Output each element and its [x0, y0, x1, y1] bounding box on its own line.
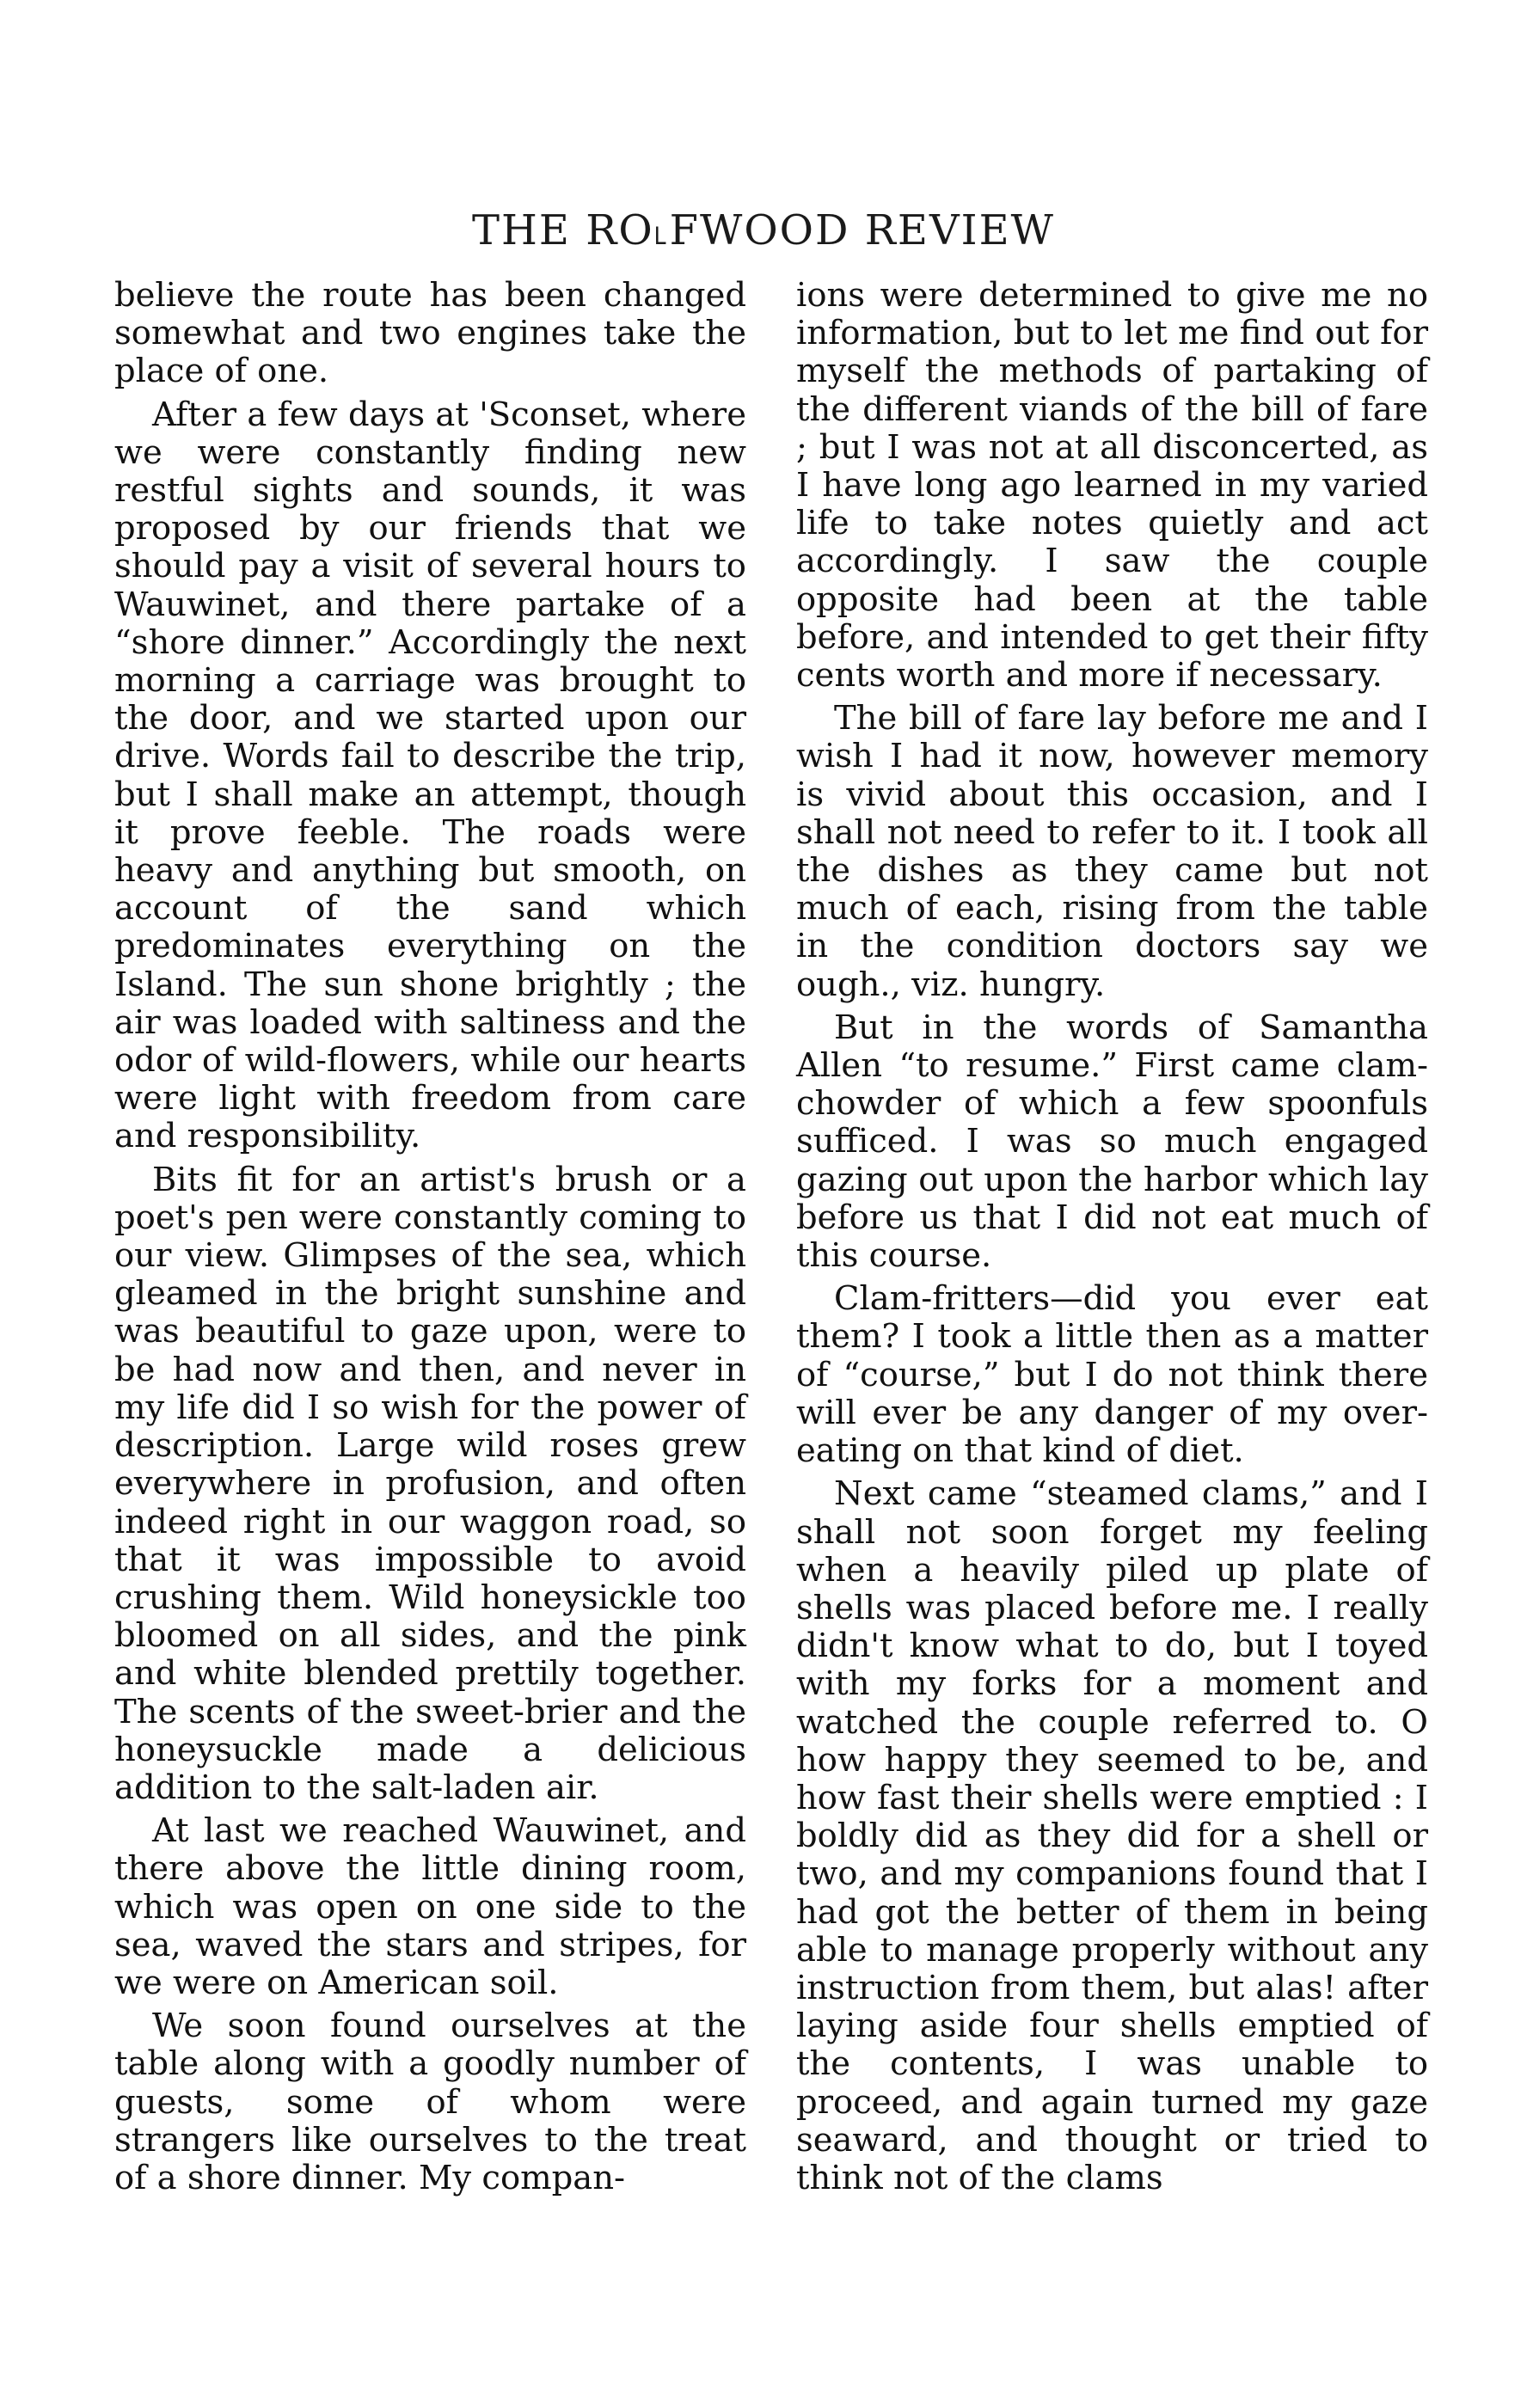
paragraph: The bill of fare lay before me and I wish I had it now, however memory is vivid about this occasion, and I shall not need to refer to it. I took all the dishes as they came but not much of each, rising from the table in the condition doctors say we ough., viz. hungry.: [796, 699, 1428, 1004]
paragraph: believe the route has been changed somewhat and two engines take the place of one.: [114, 276, 746, 391]
paragraph: ions were determined to give me no information, but to let me find out for myself the methods of partaking of the different viands of the bill of fare ; but I was not at all disconcerted, as I have long ago learned in my varied life to take notes quietly and act accordingly. I saw the couple opposite had been at the table before, and intended to get their fifty cents worth and more if necessary.: [796, 276, 1428, 695]
paragraph: After a few days at 'Sconset, where we were constantly finding new restful sights and sounds, it was proposed by our friends that we should pay a visit of several hours to Wauwinet, and there partake of a “shore dinner.” Accordingly the next morning a carriage was brought to the door, and we started upon our drive. Words fail to describe the trip, but I shall make an attempt, though it prove feeble. The roads were heavy and anything but smooth, on account of the sand which predominates everything on the Island. The sun shone brightly ; the air was loaded with saltiness and the odor of wild-flowers, while our hearts were light with freedom from care and responsibility.: [114, 395, 746, 1156]
running-title: THE RO˪FWOOD REVIEW: [472, 206, 1055, 254]
paragraph: But in the words of Samantha Allen “to resume.” First came clam-chowder of which a few spoonfuls sufficed. I was so much engaged gazing out upon the harbor which lay before us that I did not eat much of this course.: [796, 1008, 1428, 1276]
left-column: [114, 277, 746, 2203]
paragraph: Clam-fritters—did you ever eat them? I took a little then as a matter of “course,” but I do not think there will ever be any danger of my over-eating on that kind of diet.: [796, 1279, 1428, 1471]
paragraph: At last we reached Wauwinet, and there above the little dining room, which was open on one side to the sea, waved the stars and stripes, for we were on American soil.: [114, 1811, 746, 2002]
paragraph: Next came “steamed clams,” and I shall not soon forget my feeling when a heavily piled up plate of shells was placed before me. I really didn't know what to do, but I toyed with my forks for a moment and watched the couple referred to. O how happy they seemed to be, and how fast their shells were emptied : I boldly did as they did for a shell or two, and my companions found that I had got the better of them in being able to manage properly without any instruction from them, but alas! after laying aside four shells emptied of the contents, I was unable to proceed, and again turned my gaze seaward, and thought or tried to think not of the clams: [796, 1474, 1428, 2197]
paragraph: We soon found ourselves at the table along with a goodly number of guests, some of whom were strangers like ourselves to the treat of a shore dinner. My compan-: [114, 2007, 746, 2197]
paragraph: Bits fit for an artist's brush or a poet's pen were constantly coming to our view. Glimpses of the sea, which gleamed in the bright sunshine and was beautiful to gaze upon, were to be had now and then, and never in my life did I so wish for the power of description. Large wild roses grew everywhere in profusion, and often indeed right in our waggon road, so that it was impossible to avoid crushing them. Wild honeysickle too bloomed on all sides, and the pink and white blended prettily together. The scents of the sweet-brier and the honeysuckle made a delicious addition to the salt-laden air.: [114, 1160, 746, 1807]
page-header: [0, 205, 1527, 256]
right-column: [796, 277, 1428, 2203]
